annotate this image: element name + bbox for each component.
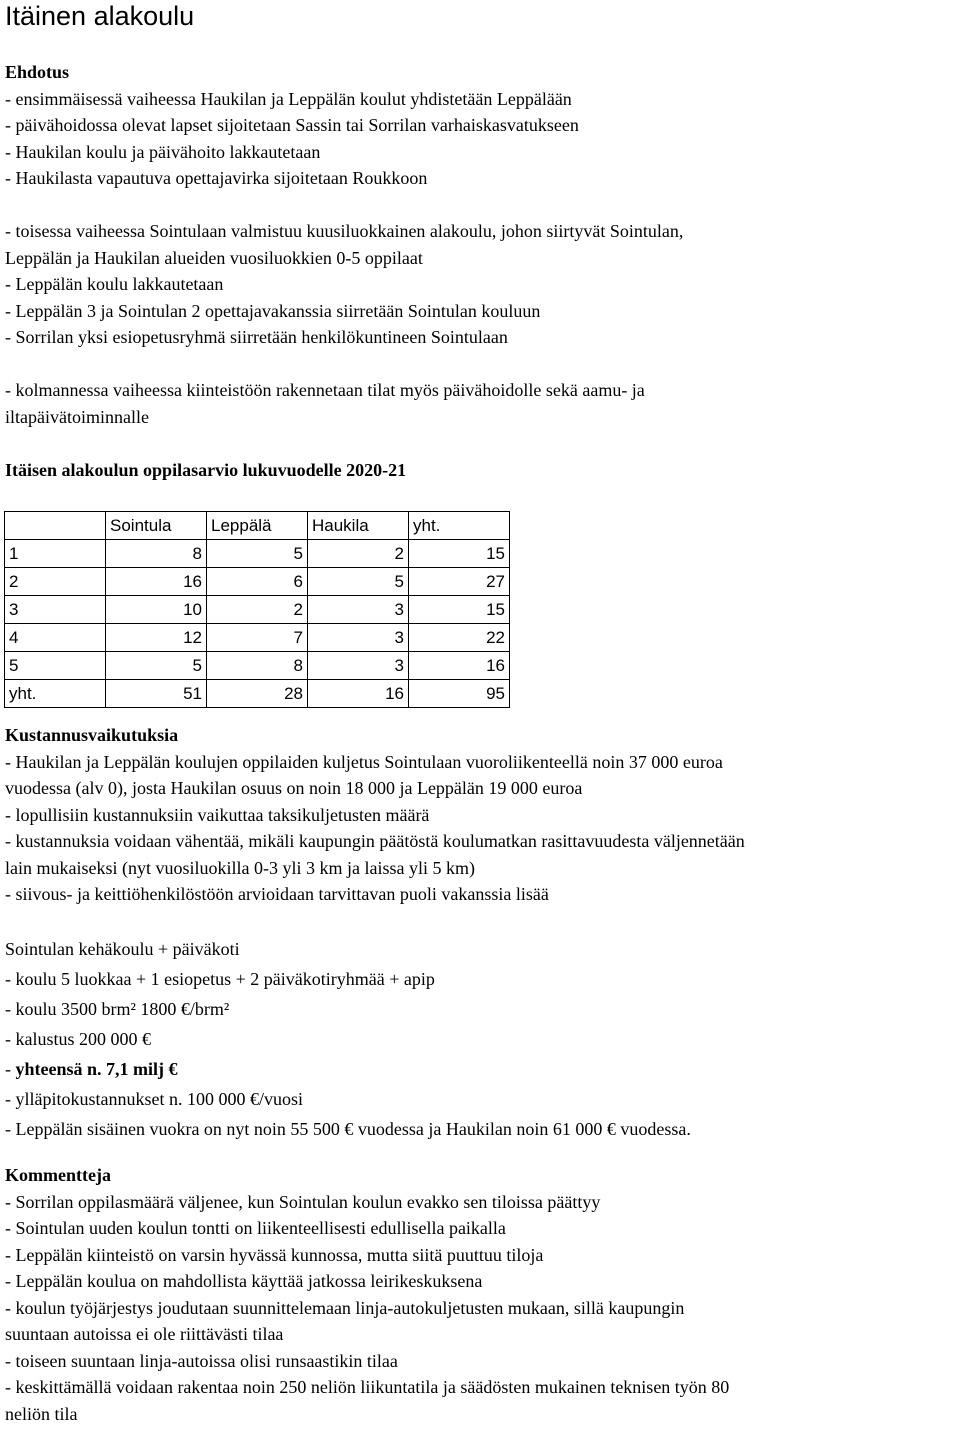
comments-heading: Kommentteja [5, 1165, 111, 1185]
proposal-heading: Ehdotus [5, 62, 70, 82]
table-cell: 5 [207, 540, 308, 568]
page-title: Itäinen alakoulu [5, 1, 195, 31]
building-heading: Sointulan kehäkoulu + päiväkoti [5, 939, 240, 959]
costs-section [5, 722, 957, 908]
building-line: - kalustus 200 000 € [5, 1029, 151, 1049]
table-cell: 3 [5, 596, 106, 624]
estimate-section [5, 457, 957, 709]
proposal-line: - Haukilan koulu ja päivähoito lakkautetaan [5, 141, 321, 162]
proposal-line: - toisessa vaiheessa Sointulaan valmistuu kuusiluokkainen alakoulu, johon siirtyvät Sointulan, [5, 221, 684, 241]
table-header-cell: yht. [409, 512, 510, 540]
costs-heading: Kustannusvaikutuksia [5, 725, 179, 745]
table-cell: 2 [5, 568, 106, 596]
building-total-prefix: - [5, 1059, 16, 1079]
table-cell: 22 [409, 624, 510, 652]
proposal-line: Leppälän ja Haukilan alueiden vuosiluokkien 0-5 oppilaat [5, 247, 423, 268]
table-cell: 27 [409, 568, 510, 596]
table-cell: 5 [5, 652, 106, 680]
table-cell: 16 [409, 652, 510, 680]
table-cell: 8 [207, 652, 308, 680]
comment-line: - toiseen suuntaan linja-autoissa olisi runsaastikin tilaa [5, 1350, 398, 1371]
proposal-section [5, 59, 957, 430]
proposal-line: - Haukilasta vapautuva opettajavirka sijoitetaan Roukkoon [5, 168, 428, 188]
comment-line: - koulun työjärjestys joudutaan suunnittelemaan linja-autokuljetusten mukaan, sillä kaupungin [5, 1297, 685, 1318]
table-cell: yht. [5, 680, 106, 708]
table-row [5, 540, 510, 568]
table-header-cell: Haukila [308, 512, 409, 540]
costs-line: - siivous- ja keittiöhenkilöstöön arvioidaan tarvittavan puoli vakanssia lisää [5, 884, 549, 904]
table-header-row [5, 512, 510, 540]
estimate-heading: Itäisen alakoulun oppilasarvio lukuvuodelle 2020-21 [5, 459, 407, 480]
proposal-line: - päivähoidossa olevat lapset sijoitetaan Sassin tai Sorrilan varhaiskasvatukseen [5, 115, 579, 135]
building-total: yhteensä n. 7,1 milj € [15, 1059, 178, 1079]
costs-line: vuodessa (alv 0), josta Haukilan osuus on noin 18 000 ja Leppälän 19 000 euroa [5, 778, 583, 798]
table-cell: 15 [409, 596, 510, 624]
table-row [5, 596, 510, 624]
table-cell: 16 [106, 568, 207, 596]
table-cell: 6 [207, 568, 308, 596]
comment-line: - Leppälän kiinteistö on varsin hyvässä kunnossa, mutta siitä puuttuu tiloja [5, 1244, 544, 1265]
table-cell: 2 [308, 540, 409, 568]
comment-line: - Sointulan uuden koulun tontti on liikenteellisesti edullisella paikalla [5, 1218, 506, 1238]
table-cell: 16 [308, 680, 409, 708]
document-page [5, 0, 957, 1427]
comment-line: - keskittämällä voidaan rakentaa noin 250 neliön liikuntatila ja säädösten mukainen teknisen työn 80 [5, 1377, 730, 1397]
comment-line: - Sorrilan oppilasmäärä väljenee, kun Sointulan koulun evakko sen tiloissa päättyy [5, 1191, 601, 1212]
costs-line: - Haukilan ja Leppälän koulujen oppilaiden kuljetus Sointulaan vuoroliikenteellä noin 37 000 euroa [5, 751, 723, 772]
table-cell: 8 [106, 540, 207, 568]
table-cell: 28 [207, 680, 308, 708]
costs-line: - lopullisiin kustannuksiin vaikuttaa taksikuljetusten määrä [5, 804, 430, 825]
building-line: - ylläpitokustannukset n. 100 000 €/vuosi [5, 1089, 303, 1109]
table-cell: 95 [409, 680, 510, 708]
table-cell: 1 [5, 540, 106, 568]
table-cell: 12 [106, 624, 207, 652]
table-cell: 51 [106, 680, 207, 708]
table-row [5, 680, 510, 708]
student-estimate-table [4, 511, 510, 708]
proposal-line: - kolmannessa vaiheessa kiinteistöön rakennetaan tilat myös päivähoidolle sekä aamu- ja [5, 380, 645, 400]
table-cell: 15 [409, 540, 510, 568]
table-cell: 3 [308, 652, 409, 680]
table-header-cell [5, 512, 106, 540]
table-row [5, 624, 510, 652]
proposal-line: - Leppälän koulu lakkautetaan [5, 274, 224, 294]
proposal-line: - Sorrilan yksi esiopetusryhmä siirretään henkilökuntineen Sointulaan [5, 327, 508, 347]
proposal-line: iltapäivätoiminnalle [5, 406, 149, 427]
comments-section [5, 1162, 957, 1427]
table-cell: 3 [308, 624, 409, 652]
building-section [5, 934, 957, 1144]
comment-line: - Leppälän koulua on mahdollista käyttää jatkossa leirikeskuksena [5, 1271, 483, 1291]
costs-line: lain mukaiseksi (nyt vuosiluokilla 0-3 yli 3 km ja laissa yli 5 km) [5, 857, 475, 878]
table-header-cell: Sointula [106, 512, 207, 540]
building-line: - koulu 5 luokkaa + 1 esiopetus + 2 päiväkotiryhmää + apip [5, 969, 435, 989]
building-total-line [5, 1054, 957, 1084]
table-cell: 4 [5, 624, 106, 652]
table-cell: 2 [207, 596, 308, 624]
comment-line: suuntaan autoissa ei ole riittävästi tilaa [5, 1324, 284, 1344]
proposal-line: - ensimmäisessä vaiheessa Haukilan ja Leppälän koulut yhdistetään Leppälään [5, 88, 572, 109]
building-line: - koulu 3500 brm² 1800 €/brm² [5, 999, 230, 1019]
proposal-line: - Leppälän 3 ja Sointulan 2 opettajavakanssia siirretään Sointulan kouluun [5, 300, 541, 321]
table-cell: 10 [106, 596, 207, 624]
table-header-cell: Leppälä [207, 512, 308, 540]
table-cell: 7 [207, 624, 308, 652]
costs-line: - kustannuksia voidaan vähentää, mikäli kaupungin päätöstä koulumatkan rasittavuudesta väljennetään [5, 831, 745, 851]
table-cell: 5 [308, 568, 409, 596]
table-cell: 3 [308, 596, 409, 624]
building-line: - Leppälän sisäinen vuokra on nyt noin 55 500 € vuodessa ja Haukilan noin 61 000 € vuodessa. [5, 1119, 691, 1139]
table-cell: 5 [106, 652, 207, 680]
comment-line: neliön tila [5, 1403, 78, 1424]
table-row [5, 568, 510, 596]
table-row [5, 652, 510, 680]
